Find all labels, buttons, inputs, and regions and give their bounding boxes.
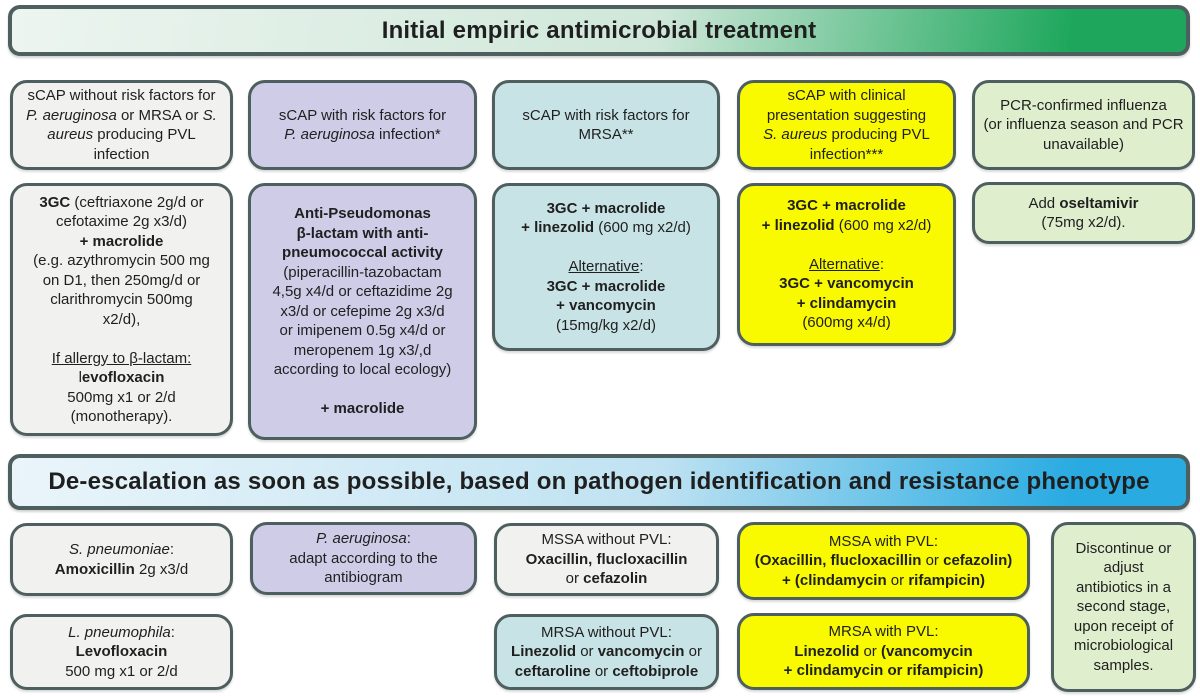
condition-no-risk-factors-box [10, 80, 233, 170]
box-text: 3GC (ceftriaxone 2g/d or cefotaxime 2g x3/d) + macrolide (e.g. azythromycin 500 mg on D1, then 250mg/d or clarithromycin 500mg x2/d), If allergy to β-lactam: levofloxacin 500mg x1 or 2/d (monotherapy). [33, 193, 210, 425]
deescalation-pneumoniae-box [10, 523, 233, 596]
box-text: Discontinue or adjust antibiotics in a second stage, upon receipt of microbiological samples. [1073, 539, 1174, 674]
box-text: MRSA with PVL: Linezolid or (vancomycin + clindamycin or rifampicin) [783, 623, 984, 680]
deescalation-mssa-pvl-box [737, 522, 1030, 600]
deescalation-mrsa-pvl-box [737, 613, 1030, 690]
box-text: PCR-confirmed influenza (or influenza season and PCR unavailable) [983, 96, 1184, 153]
deescalation-mssa-box [494, 523, 719, 596]
condition-mrsa-risk-box [492, 80, 720, 170]
deescalation-legionella-box [10, 614, 233, 690]
empiric-treatment-title: Initial empiric antimicrobial treatment [381, 16, 817, 44]
treatment-3gc-macrolide-box [10, 183, 233, 436]
deescalation-mrsa-box [494, 614, 719, 690]
condition-pvl-presentation-box [737, 80, 956, 170]
box-text: MSSA without PVL: Oxacillin, flucloxacillin or cefazolin [525, 531, 688, 588]
box-text: L. pneumophila: Levofloxacin 500 mg x1 or 2/d [65, 623, 178, 680]
box-text: sCAP without risk factors for P. aeruginosa or MRSA or S. aureus producing PVL infection [26, 87, 217, 163]
box-text: Anti-Pseudomonas β-lactam with anti- pneumococcal activity (piperacillin-tazobactam 4,5g x4/d or ceftazidime 2g x3/d or cefepime 2g x3/d or imipenem 0.5g x4/d or meropenem 1g x3/,d according to local ecology) + macrolide [272, 205, 453, 418]
empiric-treatment-banner [8, 5, 1190, 56]
condition-pseudomonas-risk-box [248, 80, 477, 170]
condition-influenza-box [972, 80, 1195, 170]
box-text: MSSA with PVL: (Oxacillin, flucloxacillin or cefazolin) + (clindamycin or rifampicin) [754, 532, 1013, 589]
deescalation-banner [8, 454, 1190, 510]
treatment-antipseudomonas-box [248, 183, 477, 440]
box-text: sCAP with risk factors for P. aeruginosa infection* [278, 106, 447, 143]
deescalation-discontinue-box [1051, 522, 1196, 692]
box-text: 3GC + macrolide + linezolid (600 mg x2/d) Alternative: 3GC + macrolide + vancomycin (15mg/kg x2/d) [521, 199, 691, 334]
deescalation-aeruginosa-box [250, 522, 477, 595]
treatment-pvl-linezolid-box [737, 183, 956, 346]
box-text: P. aeruginosa: adapt according to the antibiogram [289, 530, 438, 587]
treatment-mrsa-linezolid-box [492, 183, 720, 351]
box-text: MRSA without PVL: Linezolid or vancomycin or ceftaroline or ceftobiprole [511, 623, 702, 680]
box-text: 3GC + macrolide + linezolid (600 mg x2/d) Alternative: 3GC + vancomycin + clindamycin (600mg x4/d) [761, 197, 932, 332]
deescalation-title: De-escalation as soon as possible, based on pathogen identification and resistance phenotype [48, 468, 1150, 495]
box-text: sCAP with clinical presentation suggesting S. aureus producing PVL infection*** [763, 87, 930, 163]
box-text: S. pneumoniae: Amoxicillin 2g x3/d [54, 541, 189, 578]
treatment-oseltamivir-box [972, 182, 1195, 244]
box-text: Add oseltamivir (75mg x2/d). [1028, 194, 1139, 231]
box-text: sCAP with risk factors for MRSA** [522, 106, 690, 143]
